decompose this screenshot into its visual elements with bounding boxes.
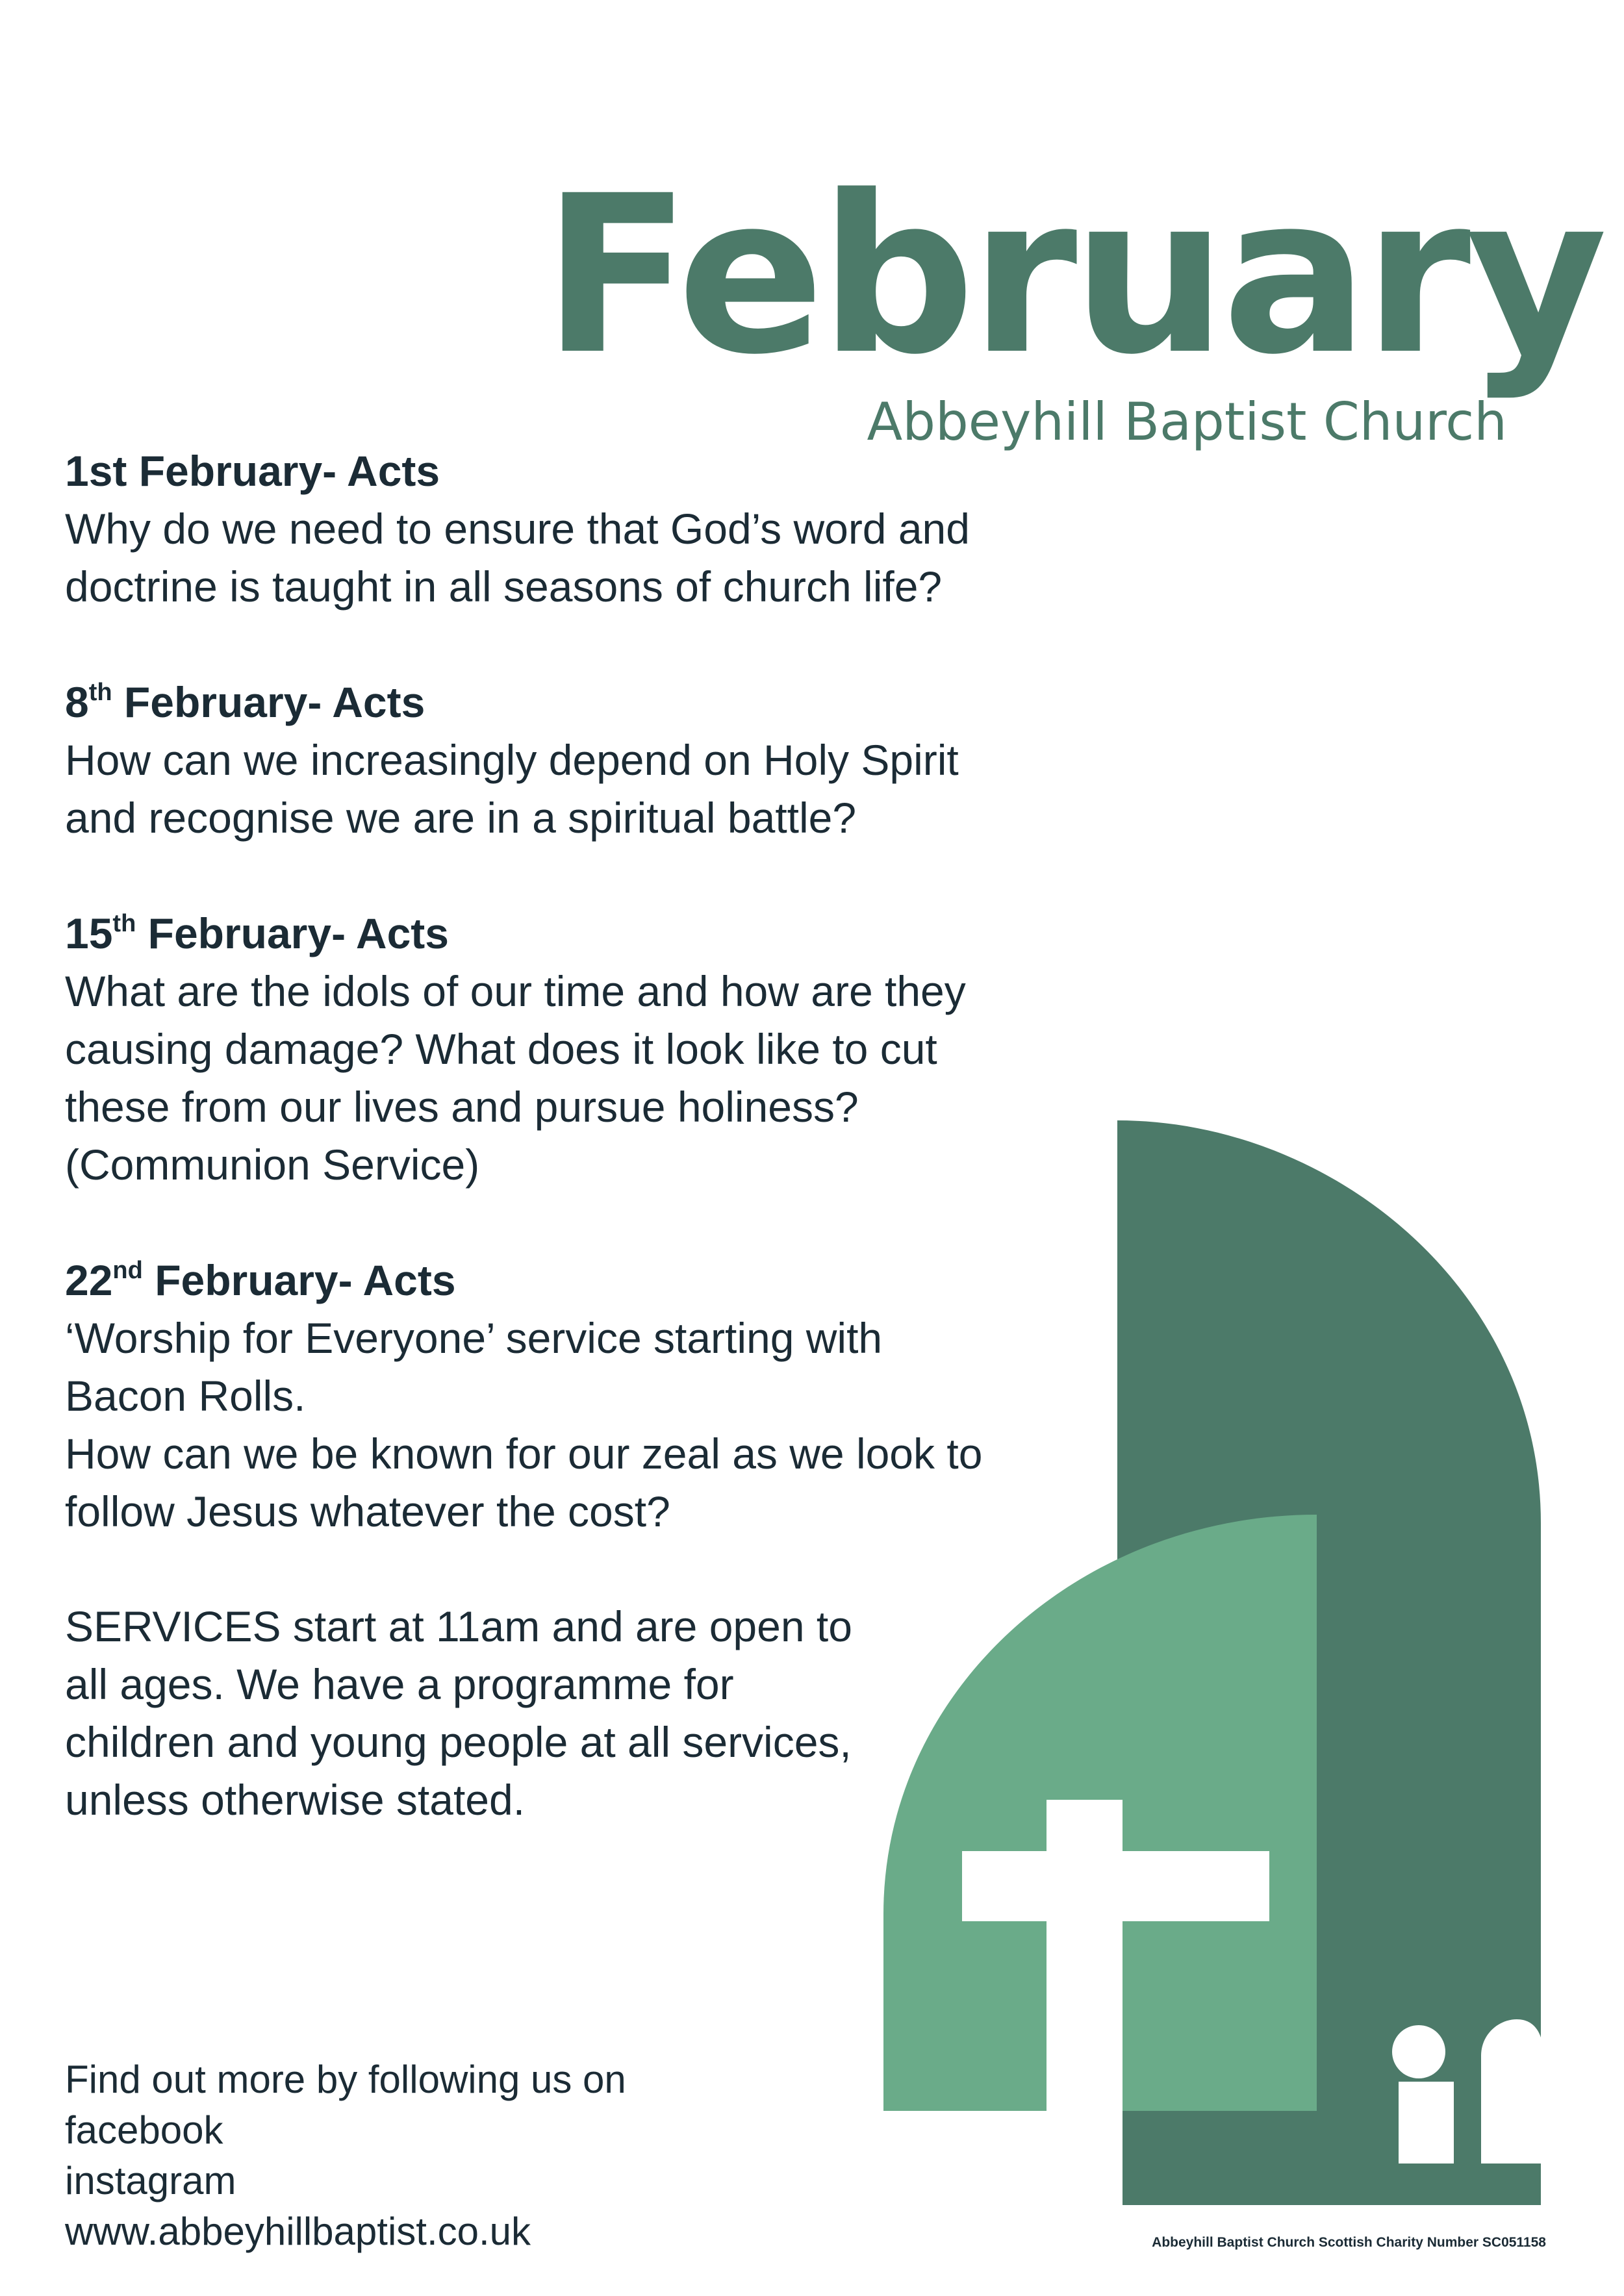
instagram-link[interactable]: instagram	[65, 2159, 236, 2202]
sermon-entry	[65, 442, 1013, 616]
follow-intro: Find out more by following us on	[65, 2058, 626, 2101]
entry-heading	[65, 904, 1013, 963]
entry-heading	[65, 673, 1013, 731]
entry-question: Why do we need to ensure that God’s word and doctrine is taught in all seasons of church life?	[65, 505, 970, 611]
website-link[interactable]: www.abbeyhillbaptist.co.uk	[65, 2210, 531, 2253]
entry-note: ‘Worship for Everyone’ service starting with Bacon Rolls.	[65, 1314, 883, 1420]
charity-number: Abbeyhill Baptist Church Scottish Charity Number SC051158	[1152, 2235, 1546, 2250]
facebook-link[interactable]: facebook	[65, 2108, 223, 2152]
entry-day-suffix: th	[88, 679, 112, 706]
entry-question: How can we increasingly depend on Holy Spirit and recognise we are in a spiritual battle?	[65, 736, 959, 842]
entry-question: How can we be known for our zeal as we look to follow Jesus whatever the cost?	[65, 1430, 983, 1535]
sermon-entry	[65, 1251, 1013, 1541]
church-name: Abbeyhill Baptist Church	[867, 392, 1507, 452]
entry-day: 1st	[65, 447, 127, 495]
sermon-entry	[65, 673, 1013, 847]
entry-title: February- Acts	[136, 909, 449, 957]
services-info: SERVICES start at 11am and are open to all ages. We have a programme for children and young people at all services, unless otherwise stated.	[65, 1602, 852, 1824]
sermon-entry	[65, 904, 1013, 1194]
entry-title: February- Acts	[142, 1256, 456, 1304]
entry-day: 15	[65, 909, 113, 957]
church-graphic	[883, 1120, 1553, 2212]
entry-heading	[65, 1251, 1013, 1309]
entry-title: February- Acts	[112, 678, 425, 726]
entry-day-suffix: th	[112, 910, 136, 937]
entry-heading	[65, 442, 1013, 500]
follow-us	[65, 2054, 626, 2257]
entry-day: 8	[65, 678, 89, 726]
sermon-list	[65, 442, 1013, 1829]
month-title: February	[542, 149, 1603, 403]
entry-day: 22	[65, 1256, 113, 1304]
entry-title: February- Acts	[127, 447, 440, 495]
entry-day-suffix: nd	[112, 1257, 143, 1284]
entry-question: What are the idols of our time and how are they causing damage? What does it look like to cut these from our lives and pursue holiness? (Communion Service)	[65, 967, 966, 1189]
